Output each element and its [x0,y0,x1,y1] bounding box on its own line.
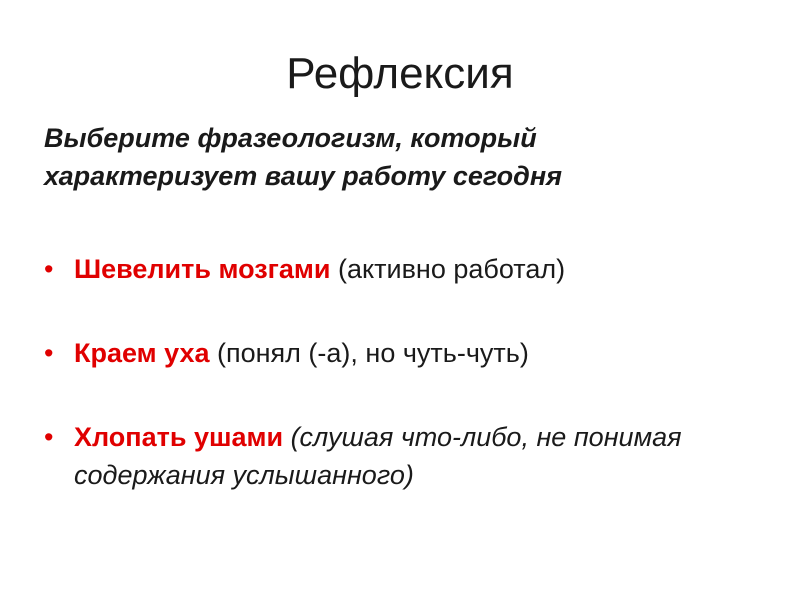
phrase-options-list [44,250,764,494]
list-item-3 [44,418,764,494]
bullet-icon: • [44,254,54,284]
phrase-text: Хлопать ушами [74,422,284,452]
bullet-icon: • [44,422,54,452]
slide-title: Рефлексия [286,49,514,98]
prompt-line-2: характеризует вашу работу сегодня [44,161,563,191]
meaning-text: (понял (-а), но чуть-чуть) [209,338,529,368]
question-prompt [44,119,764,195]
list-item-2 [44,334,764,372]
meaning-text: (активно работал) [330,254,566,284]
bullet-icon: • [44,338,54,368]
phrase-text: Шевелить мозгами [74,254,331,284]
phrase-text: Краем уха [74,338,210,368]
meaning-text: (слушая что-либо, не понимая содержания услышанного) [74,422,682,490]
prompt-line-1: Выберите фразеологизм, который [44,123,537,153]
list-item-1 [44,250,764,288]
